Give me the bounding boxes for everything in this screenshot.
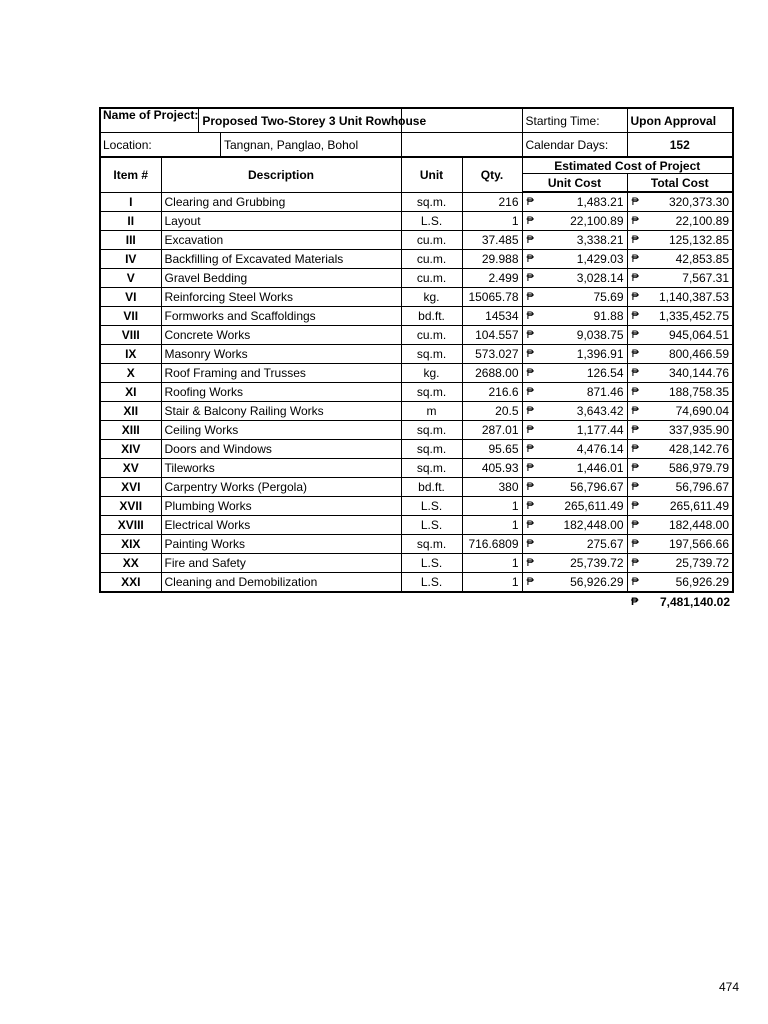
item-unit-cost-value: 1,429.03 bbox=[576, 252, 624, 266]
item-number: XX bbox=[100, 554, 161, 573]
location-filler bbox=[401, 133, 522, 158]
item-unit: m bbox=[401, 402, 462, 421]
item-unit: sq.m. bbox=[401, 421, 462, 440]
peso-sign: ₱ bbox=[631, 195, 639, 208]
item-total-cost bbox=[627, 459, 733, 478]
table-row bbox=[100, 535, 733, 554]
item-number: XIII bbox=[100, 421, 161, 440]
peso-sign: ₱ bbox=[631, 499, 639, 512]
item-unit: sq.m. bbox=[401, 345, 462, 364]
location-cells bbox=[100, 133, 401, 158]
peso-sign: ₱ bbox=[526, 404, 534, 417]
qty-column-header: Qty. bbox=[462, 157, 522, 192]
peso-sign: ₱ bbox=[631, 385, 639, 398]
table-row bbox=[100, 421, 733, 440]
item-unit-cost-value: 56,796.67 bbox=[570, 480, 624, 494]
peso-sign: ₱ bbox=[526, 233, 534, 246]
item-qty: 216 bbox=[462, 192, 522, 212]
table-row bbox=[100, 307, 733, 326]
item-unit-cost bbox=[522, 383, 627, 402]
table-row bbox=[100, 478, 733, 497]
item-unit-cost-value: 75.69 bbox=[593, 290, 624, 304]
grand-total-value: 7,481,140.02 bbox=[659, 595, 731, 609]
peso-sign: ₱ bbox=[526, 195, 534, 208]
item-total-cost bbox=[627, 345, 733, 364]
table-row bbox=[100, 402, 733, 421]
table-row bbox=[100, 516, 733, 535]
item-unit: L.S. bbox=[401, 554, 462, 573]
item-unit-cost bbox=[522, 250, 627, 269]
table-row bbox=[100, 554, 733, 573]
item-total-cost-value: 42,853.85 bbox=[675, 252, 730, 266]
item-number: XVI bbox=[100, 478, 161, 497]
item-unit-cost bbox=[522, 402, 627, 421]
item-total-cost bbox=[627, 192, 733, 212]
item-total-cost bbox=[627, 402, 733, 421]
item-unit-cost-value: 1,396.91 bbox=[576, 347, 624, 361]
item-unit: cu.m. bbox=[401, 231, 462, 250]
peso-sign: ₱ bbox=[526, 537, 534, 550]
item-total-cost-value: 182,448.00 bbox=[668, 518, 730, 532]
grand-total-spacer bbox=[522, 592, 627, 611]
table-row bbox=[100, 383, 733, 402]
item-total-cost bbox=[627, 478, 733, 497]
item-description: Tileworks bbox=[161, 459, 401, 478]
item-description: Plumbing Works bbox=[161, 497, 401, 516]
peso-sign: ₱ bbox=[631, 271, 639, 284]
item-total-cost-value: 22,100.89 bbox=[675, 214, 730, 228]
item-total-cost bbox=[627, 440, 733, 459]
item-unit-cost-value: 1,446.01 bbox=[576, 461, 624, 475]
item-total-cost bbox=[627, 554, 733, 573]
peso-sign: ₱ bbox=[526, 461, 534, 474]
table-row bbox=[100, 326, 733, 345]
item-unit: bd.ft. bbox=[401, 307, 462, 326]
item-description: Backfilling of Excavated Materials bbox=[161, 250, 401, 269]
item-qty: 29.988 bbox=[462, 250, 522, 269]
location-value: Tangnan, Panglao, Bohol bbox=[220, 133, 401, 156]
peso-sign: ₱ bbox=[631, 366, 639, 379]
starting-time-label: Starting Time: bbox=[522, 108, 627, 133]
item-unit: sq.m. bbox=[401, 383, 462, 402]
item-number: VII bbox=[100, 307, 161, 326]
item-description: Roofing Works bbox=[161, 383, 401, 402]
item-qty: 14534 bbox=[462, 307, 522, 326]
item-unit-cost bbox=[522, 497, 627, 516]
item-unit-cost-value: 1,483.21 bbox=[576, 195, 624, 209]
item-total-cost bbox=[627, 288, 733, 307]
item-description: Carpentry Works (Pergola) bbox=[161, 478, 401, 497]
table-row bbox=[100, 231, 733, 250]
table-row bbox=[100, 269, 733, 288]
item-unit: sq.m. bbox=[401, 459, 462, 478]
item-description: Cleaning and Demobilization bbox=[161, 573, 401, 593]
cost-estimate-table bbox=[99, 107, 734, 611]
item-qty: 573.027 bbox=[462, 345, 522, 364]
item-unit: L.S. bbox=[401, 516, 462, 535]
item-number: IV bbox=[100, 250, 161, 269]
item-qty: 1 bbox=[462, 516, 522, 535]
item-total-cost bbox=[627, 516, 733, 535]
item-number: XV bbox=[100, 459, 161, 478]
item-total-cost bbox=[627, 535, 733, 554]
grand-total-cell bbox=[627, 592, 733, 611]
item-qty: 95.65 bbox=[462, 440, 522, 459]
item-unit: cu.m. bbox=[401, 269, 462, 288]
item-total-cost-value: 945,064.51 bbox=[668, 328, 730, 342]
item-unit-cost-value: 265,611.49 bbox=[564, 499, 624, 513]
peso-sign: ₱ bbox=[526, 271, 534, 284]
peso-sign: ₱ bbox=[631, 518, 639, 531]
item-unit-cost bbox=[522, 212, 627, 231]
item-qty: 716.6809 bbox=[462, 535, 522, 554]
item-unit-cost-value: 22,100.89 bbox=[570, 214, 624, 228]
item-total-cost bbox=[627, 269, 733, 288]
item-total-cost-value: 25,739.72 bbox=[675, 556, 730, 570]
item-unit-cost bbox=[522, 269, 627, 288]
peso-sign: ₱ bbox=[631, 537, 639, 550]
project-name-value: Proposed Two-Storey 3 Unit Rowhouse bbox=[198, 109, 426, 132]
peso-sign: ₱ bbox=[526, 518, 534, 531]
item-unit: cu.m. bbox=[401, 250, 462, 269]
peso-sign: ₱ bbox=[526, 366, 534, 379]
item-number: VIII bbox=[100, 326, 161, 345]
item-unit: L.S. bbox=[401, 212, 462, 231]
item-unit-cost bbox=[522, 326, 627, 345]
item-total-cost bbox=[627, 364, 733, 383]
item-unit-cost-value: 3,643.42 bbox=[576, 404, 624, 418]
item-total-cost-value: 56,926.29 bbox=[675, 575, 730, 589]
peso-sign: ₱ bbox=[526, 309, 534, 322]
item-qty: 2688.00 bbox=[462, 364, 522, 383]
item-total-cost bbox=[627, 231, 733, 250]
item-unit-cost-value: 56,926.29 bbox=[570, 575, 624, 589]
item-unit: sq.m. bbox=[401, 535, 462, 554]
item-qty: 1 bbox=[462, 497, 522, 516]
table-row bbox=[100, 364, 733, 383]
description-column-header: Description bbox=[161, 157, 401, 192]
peso-sign: ₱ bbox=[631, 290, 639, 303]
item-total-cost-value: 800,466.59 bbox=[668, 347, 730, 361]
item-unit-cost bbox=[522, 421, 627, 440]
item-unit-cost bbox=[522, 535, 627, 554]
item-qty: 104.557 bbox=[462, 326, 522, 345]
table-row bbox=[100, 250, 733, 269]
item-description: Stair & Balcony Railing Works bbox=[161, 402, 401, 421]
peso-sign: ₱ bbox=[631, 233, 639, 246]
grand-total-spacer bbox=[100, 592, 161, 611]
grand-total-row bbox=[100, 592, 733, 611]
item-qty: 37.485 bbox=[462, 231, 522, 250]
item-number: XVII bbox=[100, 497, 161, 516]
item-number: XIX bbox=[100, 535, 161, 554]
peso-sign: ₱ bbox=[526, 252, 534, 265]
grand-total-spacer bbox=[462, 592, 522, 611]
project-name-cells bbox=[100, 108, 427, 133]
location-label: Location: bbox=[103, 137, 152, 152]
estimated-cost-header: Estimated Cost of Project bbox=[522, 157, 733, 174]
item-number: XXI bbox=[100, 573, 161, 593]
item-qty: 1 bbox=[462, 554, 522, 573]
item-unit-cost bbox=[522, 364, 627, 383]
item-description: Masonry Works bbox=[161, 345, 401, 364]
item-description: Layout bbox=[161, 212, 401, 231]
item-unit-cost bbox=[522, 478, 627, 497]
page-number: 474 bbox=[718, 980, 739, 994]
item-total-cost bbox=[627, 326, 733, 345]
item-number: V bbox=[100, 269, 161, 288]
item-total-cost-value: 320,373.30 bbox=[668, 195, 730, 209]
item-qty: 405.93 bbox=[462, 459, 522, 478]
total-cost-column-header: Total Cost bbox=[627, 174, 733, 193]
peso-sign: ₱ bbox=[631, 404, 639, 417]
table-row bbox=[100, 497, 733, 516]
item-number: XVIII bbox=[100, 516, 161, 535]
item-unit-cost bbox=[522, 345, 627, 364]
item-unit: L.S. bbox=[401, 497, 462, 516]
peso-sign: ₱ bbox=[526, 480, 534, 493]
item-unit-cost-value: 3,028.14 bbox=[576, 271, 624, 285]
item-unit-cost bbox=[522, 307, 627, 326]
peso-sign: ₱ bbox=[526, 328, 534, 341]
item-qty: 1 bbox=[462, 212, 522, 231]
item-description: Gravel Bedding bbox=[161, 269, 401, 288]
peso-sign: ₱ bbox=[526, 290, 534, 303]
item-description: Ceiling Works bbox=[161, 421, 401, 440]
item-unit-cost bbox=[522, 231, 627, 250]
starting-time-value: Upon Approval bbox=[627, 108, 733, 133]
table-row bbox=[100, 440, 733, 459]
item-unit-cost bbox=[522, 573, 627, 593]
peso-sign: ₱ bbox=[526, 499, 534, 512]
item-description: Concrete Works bbox=[161, 326, 401, 345]
item-total-cost-value: 265,611.49 bbox=[669, 499, 730, 513]
item-unit-cost-value: 4,476.14 bbox=[576, 442, 624, 456]
item-unit-cost bbox=[522, 440, 627, 459]
item-total-cost-value: 197,566.66 bbox=[668, 537, 730, 551]
item-unit: L.S. bbox=[401, 573, 462, 593]
item-number: XIV bbox=[100, 440, 161, 459]
item-total-cost bbox=[627, 383, 733, 402]
calendar-days-value: 152 bbox=[627, 133, 733, 158]
item-total-cost-value: 188,758.35 bbox=[668, 385, 730, 399]
item-total-cost bbox=[627, 250, 733, 269]
item-unit-cost bbox=[522, 288, 627, 307]
table-row bbox=[100, 192, 733, 212]
calendar-days-label: Calendar Days: bbox=[522, 133, 627, 158]
item-unit: bd.ft. bbox=[401, 478, 462, 497]
item-description: Formworks and Scaffoldings bbox=[161, 307, 401, 326]
item-number: IX bbox=[100, 345, 161, 364]
item-total-cost bbox=[627, 573, 733, 593]
item-description: Electrical Works bbox=[161, 516, 401, 535]
peso-sign: ₱ bbox=[631, 252, 639, 265]
peso-sign: ₱ bbox=[631, 575, 639, 588]
item-description: Painting Works bbox=[161, 535, 401, 554]
item-unit: sq.m. bbox=[401, 192, 462, 212]
item-unit-cost bbox=[522, 192, 627, 212]
item-unit-cost bbox=[522, 554, 627, 573]
item-unit-cost-value: 275.67 bbox=[586, 537, 624, 551]
item-number: I bbox=[100, 192, 161, 212]
item-total-cost-value: 125,132.85 bbox=[668, 233, 730, 247]
item-number: XI bbox=[100, 383, 161, 402]
peso-sign: ₱ bbox=[631, 556, 639, 569]
item-unit: kg. bbox=[401, 364, 462, 383]
item-unit-cost bbox=[522, 516, 627, 535]
item-description: Fire and Safety bbox=[161, 554, 401, 573]
item-unit-cost-value: 91.88 bbox=[593, 309, 624, 323]
item-total-cost-value: 74,690.04 bbox=[675, 404, 730, 418]
item-qty: 380 bbox=[462, 478, 522, 497]
item-qty: 216.6 bbox=[462, 383, 522, 402]
item-total-cost-value: 7,567.31 bbox=[682, 271, 730, 285]
peso-sign: ₱ bbox=[631, 309, 639, 322]
peso-sign: ₱ bbox=[526, 214, 534, 227]
item-number: XII bbox=[100, 402, 161, 421]
item-description: Reinforcing Steel Works bbox=[161, 288, 401, 307]
item-unit: kg. bbox=[401, 288, 462, 307]
item-column-header: Item # bbox=[100, 157, 161, 192]
item-total-cost-value: 337,935.90 bbox=[668, 423, 730, 437]
peso-sign: ₱ bbox=[631, 595, 639, 608]
grand-total-spacer bbox=[401, 592, 462, 611]
item-description: Doors and Windows bbox=[161, 440, 401, 459]
peso-sign: ₱ bbox=[526, 423, 534, 436]
peso-sign: ₱ bbox=[631, 461, 639, 474]
table-row bbox=[100, 288, 733, 307]
item-qty: 15065.78 bbox=[462, 288, 522, 307]
table-row bbox=[100, 212, 733, 231]
item-unit-cost-value: 3,338.21 bbox=[576, 233, 624, 247]
peso-sign: ₱ bbox=[526, 575, 534, 588]
item-total-cost bbox=[627, 421, 733, 440]
item-total-cost-value: 340,144.76 bbox=[668, 366, 730, 380]
table-row bbox=[100, 459, 733, 478]
item-qty: 287.01 bbox=[462, 421, 522, 440]
peso-sign: ₱ bbox=[631, 442, 639, 455]
item-total-cost bbox=[627, 212, 733, 231]
unit-cost-column-header: Unit Cost bbox=[522, 174, 627, 193]
item-unit-cost-value: 126.54 bbox=[586, 366, 624, 380]
item-qty: 2.499 bbox=[462, 269, 522, 288]
item-unit-cost-value: 1,177.44 bbox=[576, 423, 624, 437]
item-description: Excavation bbox=[161, 231, 401, 250]
table-row bbox=[100, 573, 733, 593]
grand-total-spacer bbox=[161, 592, 401, 611]
item-number: X bbox=[100, 364, 161, 383]
peso-sign: ₱ bbox=[631, 214, 639, 227]
item-total-cost-value: 428,142.76 bbox=[668, 442, 730, 456]
peso-sign: ₱ bbox=[526, 347, 534, 360]
item-unit: cu.m. bbox=[401, 326, 462, 345]
item-number: III bbox=[100, 231, 161, 250]
location-row bbox=[100, 133, 733, 158]
item-total-cost-value: 586,979.79 bbox=[668, 461, 730, 475]
column-header-row-1 bbox=[100, 157, 733, 174]
item-unit-cost bbox=[522, 459, 627, 478]
item-total-cost-value: 56,796.67 bbox=[675, 480, 730, 494]
item-total-cost bbox=[627, 497, 733, 516]
item-description: Clearing and Grubbing bbox=[161, 192, 401, 212]
peso-sign: ₱ bbox=[631, 480, 639, 493]
peso-sign: ₱ bbox=[526, 442, 534, 455]
item-unit-cost-value: 25,739.72 bbox=[570, 556, 624, 570]
peso-sign: ₱ bbox=[526, 385, 534, 398]
peso-sign: ₱ bbox=[631, 423, 639, 436]
item-unit-cost-value: 182,448.00 bbox=[563, 518, 624, 532]
peso-sign: ₱ bbox=[631, 328, 639, 341]
item-unit-cost-value: 9,038.75 bbox=[576, 328, 624, 342]
project-name-label: Name of Project: bbox=[103, 108, 199, 122]
item-unit-cost-value: 871.46 bbox=[586, 385, 624, 399]
item-qty: 1 bbox=[462, 573, 522, 593]
item-number: II bbox=[100, 212, 161, 231]
peso-sign: ₱ bbox=[631, 347, 639, 360]
unit-column-header: Unit bbox=[401, 157, 462, 192]
item-total-cost-value: 1,335,452.75 bbox=[658, 309, 730, 323]
item-description: Roof Framing and Trusses bbox=[161, 364, 401, 383]
item-total-cost bbox=[627, 307, 733, 326]
item-qty: 20.5 bbox=[462, 402, 522, 421]
peso-sign: ₱ bbox=[526, 556, 534, 569]
item-total-cost-value: 1,140,387.53 bbox=[658, 290, 730, 304]
project-name-row bbox=[100, 108, 733, 133]
table-row bbox=[100, 345, 733, 364]
item-unit: sq.m. bbox=[401, 440, 462, 459]
item-number: VI bbox=[100, 288, 161, 307]
